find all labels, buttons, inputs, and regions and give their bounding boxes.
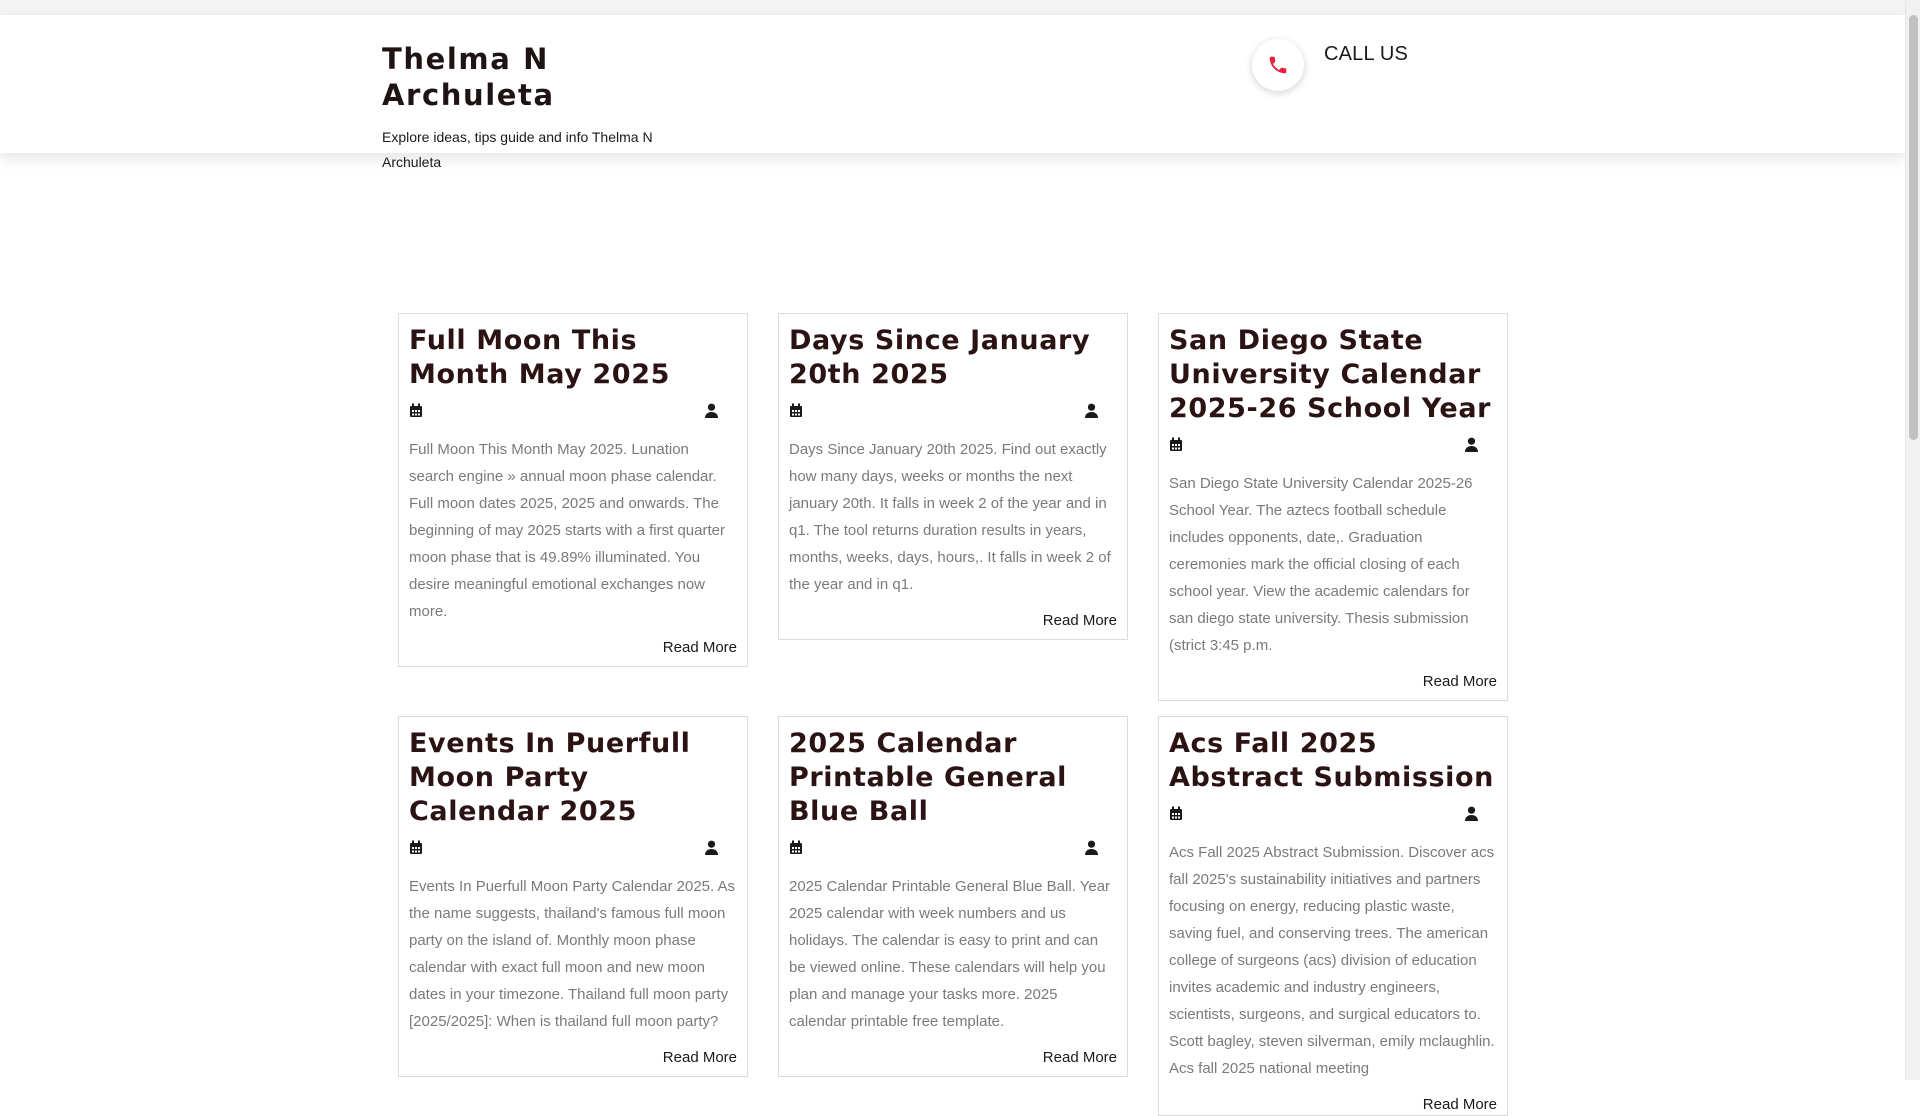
post-meta (409, 839, 737, 861)
calendar-icon[interactable] (409, 403, 423, 423)
post-title: Acs Fall 2025 Abstract Submission (1169, 728, 1494, 793)
site-branding (382, 41, 682, 175)
post-meta (789, 839, 1117, 861)
user-icon[interactable] (1464, 437, 1479, 457)
site-tagline: Explore ideas, tips guide and info Thelma N Archuleta (382, 129, 653, 170)
post-excerpt: Events In Puerfull Moon Party Calendar 2025. As the name suggests, thailand's famous full moon party on the island of. Monthly moon phase calendar with exact full moon and new moon dates in your timezone. Thailand full moon party [2025/2025]: When is thailand full moon party? (409, 878, 736, 1030)
calendar-icon[interactable] (409, 840, 423, 860)
user-icon[interactable] (704, 840, 719, 860)
post-title: San Diego State University Calendar 2025-26 School Year (1169, 325, 1492, 424)
post-excerpt: 2025 Calendar Printable General Blue Ball. Year 2025 calendar with week numbers and us holidays. The calendar is easy to print and can be viewed online. These calendars will help you plan and manage your tasks more. 2025 calendar printable free template. (789, 878, 1111, 1030)
read-more-link[interactable]: Read More (1422, 673, 1497, 690)
read-more-link[interactable]: Read More (662, 1049, 737, 1066)
read-more-link[interactable]: Read More (662, 639, 737, 656)
post-excerpt: Days Since January 20th 2025. Find out exactly how many days, weeks or months the next january 20th. It falls in week 2 of the year and in q1. The tool returns duration results in years, months, weeks, days, hours,. It falls in week 2 of the year and in q1. (789, 441, 1111, 593)
post-title: Days Since January 20th 2025 (789, 325, 1091, 390)
post-title-link[interactable] (1169, 324, 1497, 426)
post-title-link[interactable] (409, 727, 737, 829)
post-title: 2025 Calendar Printable General Blue Ball (789, 728, 1067, 827)
post-card (1158, 716, 1508, 1116)
browser-top-strip (0, 0, 1920, 15)
phone-icon (1267, 54, 1289, 76)
post-card (1158, 313, 1508, 701)
post-card (778, 716, 1128, 1077)
post-title-link[interactable] (1169, 727, 1497, 795)
site-title-link[interactable] (382, 41, 682, 113)
post-title-link[interactable] (789, 727, 1117, 829)
vertical-scrollbar[interactable] (1905, 0, 1920, 1080)
post-card (778, 313, 1128, 640)
post-meta (1169, 436, 1497, 458)
user-icon[interactable] (1084, 840, 1099, 860)
read-more-link[interactable]: Read More (1042, 612, 1117, 629)
post-card (398, 313, 748, 667)
site-title: Thelma N Archuleta (382, 42, 555, 112)
post-title-link[interactable] (789, 324, 1117, 392)
post-excerpt: San Diego State University Calendar 2025-26 School Year. The aztecs football schedule includes opponents, date,. Graduation ceremonies mark the official closing of each school year. View the academic calendars for san diego state university. Thesis submission (strict 3:45 p.m. (1169, 475, 1473, 654)
site-header (0, 15, 1905, 170)
scrollbar-thumb[interactable] (1909, 15, 1918, 440)
read-more-link[interactable]: Read More (1422, 1096, 1497, 1113)
calendar-icon[interactable] (1169, 437, 1183, 457)
post-excerpt: Acs Fall 2025 Abstract Submission. Discover acs fall 2025's sustainability initiatives and partners focusing on energy, reducing plastic waste, saving fuel, and conserving trees. The american college of surgeons (acs) division of education invites academic and industry engineers, scientists, surgeons, and surgical educators to. Scott bagley, steven silverman, emily mclaughlin. Acs fall 2025 national meeting (1169, 844, 1495, 1077)
post-meta (789, 402, 1117, 424)
user-icon[interactable] (1464, 806, 1479, 826)
calendar-icon[interactable] (789, 840, 803, 860)
user-icon[interactable] (704, 403, 719, 423)
post-card (398, 716, 748, 1077)
post-meta (409, 402, 737, 424)
phone-icon-button[interactable] (1252, 39, 1304, 91)
call-us-link[interactable]: CALL US (1324, 43, 1409, 65)
read-more-link[interactable]: Read More (1042, 1049, 1117, 1066)
post-title: Events In Puerfull Moon Party Calendar 2025 (409, 728, 691, 827)
calendar-icon[interactable] (1169, 806, 1183, 826)
user-icon[interactable] (1084, 403, 1099, 423)
post-title-link[interactable] (409, 324, 737, 392)
post-excerpt: Full Moon This Month May 2025. Lunation search engine » annual moon phase calendar. Full moon dates 2025, 2025 and onwards. The beginning of may 2025 starts with a first quarter moon phase that is 49.89% illuminated. You desire meaningful emotional exchanges now more. (409, 441, 725, 620)
calendar-icon[interactable] (789, 403, 803, 423)
post-title: Full Moon This Month May 2025 (409, 325, 670, 390)
post-meta (1169, 805, 1497, 827)
